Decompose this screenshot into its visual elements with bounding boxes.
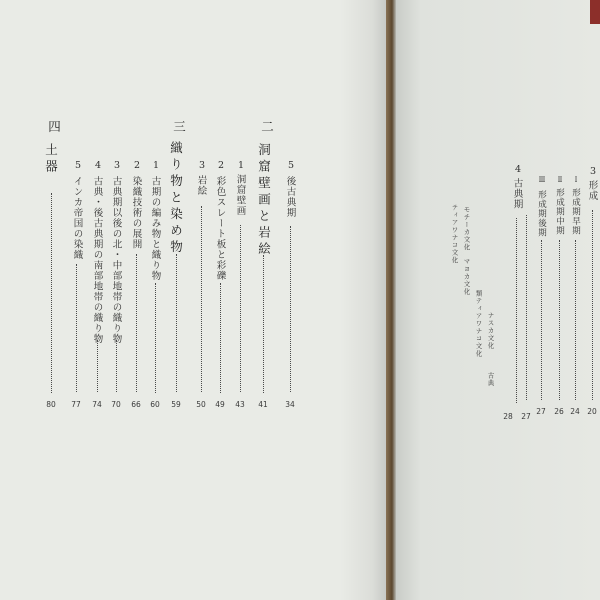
culture-item: ナスカ文化 bbox=[486, 312, 495, 350]
toc-title: 形成 bbox=[586, 180, 598, 201]
toc-number: Ⅱ bbox=[556, 176, 564, 185]
toc-number: 4 bbox=[512, 164, 524, 176]
section-number: 5 bbox=[72, 160, 84, 172]
chapter-title: 洞窟壁画と岩絵 bbox=[256, 143, 272, 259]
section-title: 彩色スレート板と彩礫 bbox=[214, 176, 226, 281]
chapter-title: 織り物と染め物 bbox=[168, 141, 184, 257]
page-number: 24 bbox=[570, 407, 580, 416]
page-number: 66 bbox=[131, 400, 141, 409]
culture-item: 類ティアワナコ文化 bbox=[474, 290, 483, 358]
page-number: 20 bbox=[587, 407, 597, 416]
section-title: インカ帝国の染織 bbox=[71, 176, 83, 260]
leader-dots bbox=[201, 206, 202, 392]
toc-title: 形成期後期 bbox=[536, 190, 547, 238]
page-number: 80 bbox=[46, 400, 56, 409]
leader-dots bbox=[76, 264, 77, 392]
section-number: 5 bbox=[285, 160, 297, 172]
page-number: 59 bbox=[171, 400, 181, 409]
page-number: 60 bbox=[150, 400, 160, 409]
section-number: 3 bbox=[196, 160, 208, 172]
leader-dots bbox=[575, 240, 576, 400]
leader-dots bbox=[516, 218, 517, 403]
section-number: 2 bbox=[215, 160, 227, 172]
leader-dots bbox=[592, 210, 593, 400]
page-number: 27 bbox=[536, 407, 546, 416]
section-title: 後古典期 bbox=[284, 176, 296, 218]
page-number: 74 bbox=[92, 400, 102, 409]
right-page bbox=[396, 0, 600, 600]
leader-dots bbox=[290, 226, 291, 392]
chapter-title: 土器 bbox=[43, 143, 59, 176]
section-title: 岩絵 bbox=[195, 175, 207, 196]
chapter-number: 四 bbox=[46, 120, 62, 137]
section-title: 古典期以後の北・中部地帯の織り物 bbox=[110, 176, 122, 344]
section-number: 2 bbox=[131, 160, 143, 172]
page-number: 43 bbox=[235, 400, 245, 409]
culture-item: 古典 bbox=[486, 372, 495, 387]
leader-dots bbox=[240, 225, 241, 392]
section-number: 1 bbox=[150, 160, 162, 172]
chapter-number: 二 bbox=[259, 120, 275, 137]
culture-item: マヨカ文化 bbox=[462, 258, 471, 296]
leader-dots bbox=[116, 340, 117, 392]
section-title: 古期の編み物と織り物 bbox=[149, 176, 161, 281]
toc-number: 3 bbox=[587, 166, 599, 178]
page-number: 34 bbox=[285, 400, 295, 409]
culture-item: ティアワナコ文化 bbox=[450, 204, 459, 264]
culture-item: モチーカ文化 bbox=[462, 206, 471, 251]
leader-dots bbox=[136, 254, 137, 392]
page-number: 50 bbox=[196, 400, 206, 409]
chapter-number: 三 bbox=[171, 120, 187, 137]
toc-title: 古典期 bbox=[511, 178, 523, 210]
leader-dots bbox=[541, 240, 542, 400]
leader-dots bbox=[526, 215, 527, 400]
page-number: 70 bbox=[111, 400, 121, 409]
page-number: 77 bbox=[71, 400, 81, 409]
page-number: 41 bbox=[258, 400, 268, 409]
section-title: 古典・後古典期の南部地帯の織り物 bbox=[91, 176, 103, 344]
leader-dots bbox=[51, 193, 52, 393]
leader-dots bbox=[263, 255, 264, 393]
gutter-shadow bbox=[340, 0, 386, 600]
leader-dots bbox=[97, 340, 98, 392]
page-number: 49 bbox=[215, 400, 225, 409]
page-number: 28 bbox=[503, 412, 513, 421]
section-title: 染織技術の展開 bbox=[130, 176, 142, 250]
section-title: 洞窟壁画 bbox=[234, 174, 246, 216]
leader-dots bbox=[220, 283, 221, 393]
toc-number: Ⅰ bbox=[572, 176, 580, 185]
toc-number: Ⅲ bbox=[538, 176, 546, 185]
leader-dots bbox=[559, 240, 560, 400]
page-number: 26 bbox=[554, 407, 564, 416]
toc-title: 形成期中期 bbox=[554, 188, 565, 236]
binding-edge bbox=[590, 0, 600, 24]
section-number: 3 bbox=[111, 160, 123, 172]
toc-title: 形成期早期 bbox=[570, 188, 581, 236]
leader-dots bbox=[176, 254, 177, 392]
leader-dots bbox=[155, 283, 156, 393]
book-gutter bbox=[386, 0, 396, 600]
section-number: 1 bbox=[235, 160, 247, 172]
section-number: 4 bbox=[92, 160, 104, 172]
page-number: 27 bbox=[521, 412, 531, 421]
